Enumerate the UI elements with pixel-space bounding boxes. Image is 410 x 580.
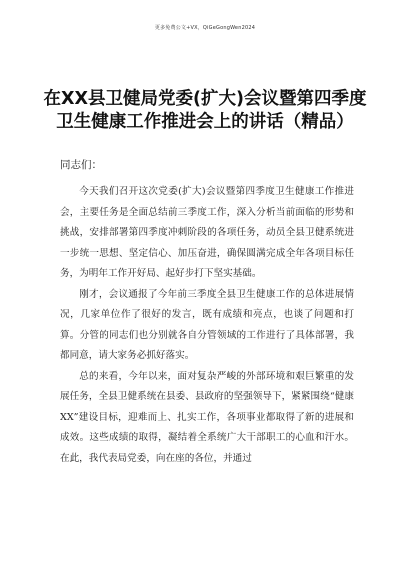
body-text <box>60 182 354 469</box>
paragraph-3: 总的来看，今年以来，面对复杂严峻的外部环境和艰巨繁重的发展任务，全县卫健系统在县委、县政府的坚强领导下，紧紧围绕“健康XX”建设目标，迎难而上、扎实工作，各项事业都取得了新的进展和成效。这些成绩的取得，凝结着全系统广大干部职工的心血和汗水。在此，我代表局党委，向在座的各位，并通过 <box>60 370 354 464</box>
header-note: 更多免费公文+VX，QiGeGongWen2024 <box>154 25 256 31</box>
document-title: 在XX县卫健局党委(扩大)会议暨第四季度卫生健康工作推进会上的讲话（精品） <box>43 89 367 132</box>
paragraph-2: 刚才，会议通报了今年前三季度全县卫生健康工作的总体进展情况，几家单位作了很好的发言，既有成绩和亮点，也谈了问题和打算。分管的同志们也分别就各自分管领域的工作进行了具体部署，我都同意，请大家务必抓好落实。 <box>60 288 354 361</box>
salutation: 同志们： <box>60 159 102 171</box>
paragraph-1: 今天我们召开这次党委(扩大)会议暨第四季度卫生健康工作推进会，主要任务是全面总结前三季度工作，深入分析当前面临的形势和挑战，安排部署第四季度冲刺阶段的各项任务，动员全县卫健系统进一步统一思想、坚定信心、加压奋进，确保圆满完成全年各项目标任务，为明年工作开好局、起好步打下坚实基础。 <box>60 186 354 279</box>
